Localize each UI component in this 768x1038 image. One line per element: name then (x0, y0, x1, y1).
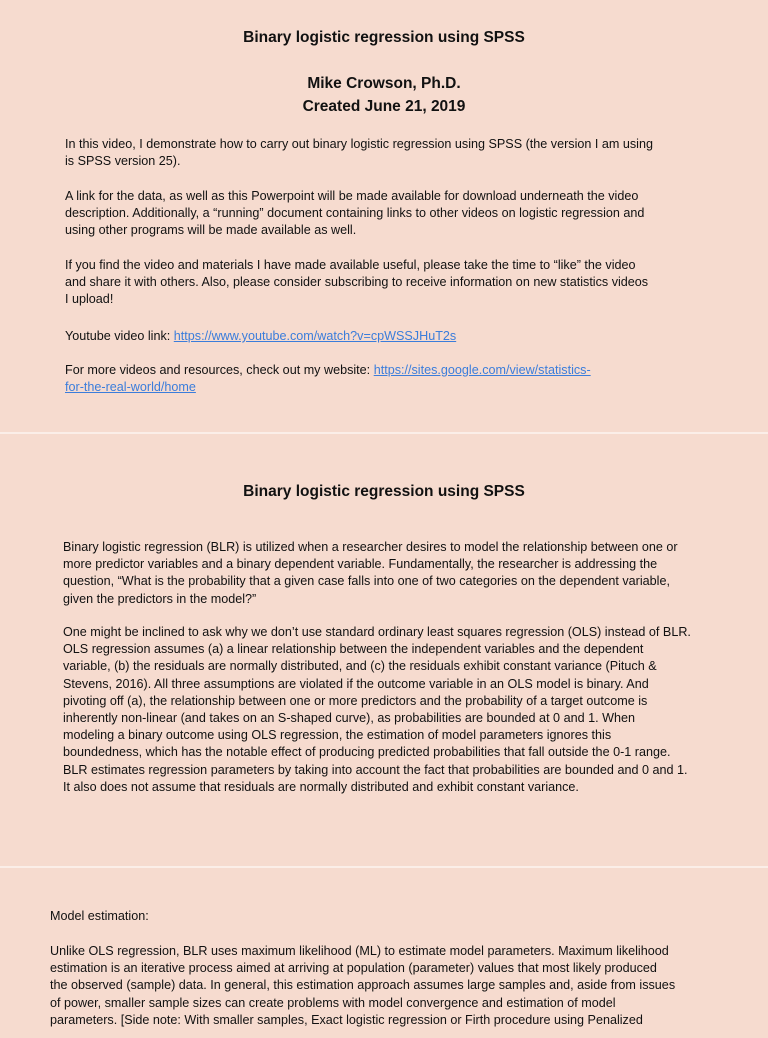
slide-1-title: Binary logistic regression using SPSS (243, 29, 525, 46)
text-line: Unlike OLS regression, BLR uses maximum likelihood (ML) to estimate model parameters. Maximum likelihood (50, 944, 669, 958)
slide-1 (0, 0, 768, 432)
website-link-line (65, 362, 591, 396)
text-line: question, “What is the probability that a given case falls into one of two categories on the dependent variable, (63, 574, 670, 589)
text-line: using other programs will be made available as well. (65, 223, 357, 238)
model-estimation-paragraph (50, 943, 675, 1029)
slide-2-title: Binary logistic regression using SPSS (243, 483, 525, 500)
text-line: One might be inclined to ask why we don’t use standard ordinary least squares regression (OLS) instead of BLR. (63, 625, 691, 639)
text-line: modeling a binary outcome using OLS regression, the estimation of model parameters ignores this (63, 728, 612, 743)
model-estimation-heading: Model estimation: (50, 909, 149, 923)
text-line: variable, (b) the residuals are normally distributed, and (c) the residuals exhibit constant variance (Pituch & (63, 659, 657, 674)
website-link-continued[interactable]: for-the-real-world/home (65, 380, 196, 395)
text-line: Binary logistic regression (BLR) is utilized when a researcher desires to model the relationship between one or (63, 540, 678, 554)
text-line: BLR estimates regression parameters by taking into account the fact that probabilities are bounded and 0 and 1. (63, 762, 688, 777)
youtube-link-line (65, 328, 456, 345)
text-line: OLS regression assumes (a) a linear relationship between the independent variables and the dependent (63, 642, 644, 657)
text-line: and share it with others. Also, please consider subscribing to receive information on new statistics videos (65, 275, 649, 290)
text-line: boundedness, which has the notable effect of producing predicted probabilities that fall outside the 0-1 range. (63, 745, 671, 760)
text-line: given the predictors in the model?” (63, 591, 257, 606)
text-line: In this video, I demonstrate how to carry out binary logistic regression using SPSS (the version I am using (65, 137, 653, 151)
youtube-link[interactable]: https://www.youtube.com/watch?v=cpWSSJHuT2s (173, 329, 457, 343)
link-info-paragraph (65, 188, 644, 240)
text-line: parameters. [Side note: With smaller samples, Exact logistic regression or Firth procedure using Penalized (50, 1012, 643, 1027)
text-line: pivoting off (a), the relationship between one or more predictors and the probability of a target outcome is (63, 693, 648, 708)
youtube-label: Youtube video link: (65, 329, 174, 343)
website-link[interactable]: https://sites.google.com/view/statistics- (373, 363, 591, 377)
text-line: estimation is an iterative process aimed at arriving at population (parameter) values that most likely produced (50, 961, 657, 976)
created-date: Created June 21, 2019 (302, 98, 466, 115)
text-line: It also does not assume that residuals are normally distributed and exhibit constant variance. (63, 779, 579, 794)
text-line: description. Additionally, a “running” document containing links to other videos on logistic regression and (65, 206, 645, 221)
text-line: Stevens, 2016). All three assumptions are violated if the outcome variable in an OLS model is binary. And (63, 676, 649, 691)
author-name: Mike Crowson, Ph.D. (307, 75, 461, 92)
text-line: more predictor variables and a binary dependent variable. Fundamentally, the researcher is addressing the (63, 557, 658, 572)
like-subscribe-paragraph (65, 257, 648, 309)
intro-paragraph (65, 136, 653, 170)
text-line: the observed (sample) data. In general, this estimation approach assumes large samples and, aside from issues (50, 978, 676, 993)
website-label: For more videos and resources, check out my website: (65, 363, 374, 377)
text-line: A link for the data, as well as this Powerpoint will be made available for download underneath the video (65, 189, 639, 203)
text-line: is SPSS version 25). (65, 154, 181, 169)
text-line: of power, smaller sample sizes can create problems with model convergence and estimation of model (50, 995, 616, 1010)
text-line: I upload! (65, 292, 114, 307)
text-line: inherently non-linear (and takes on an S-shaped curve), as probabilities are bounded at 0 and 1. When (63, 711, 635, 726)
slide-3 (0, 868, 768, 1038)
text-line: If you find the video and materials I have made available useful, please take the time to “like” the video (65, 258, 636, 272)
ols-comparison-paragraph (63, 624, 691, 796)
slide-2 (0, 434, 768, 866)
blr-intro-paragraph (63, 539, 678, 608)
